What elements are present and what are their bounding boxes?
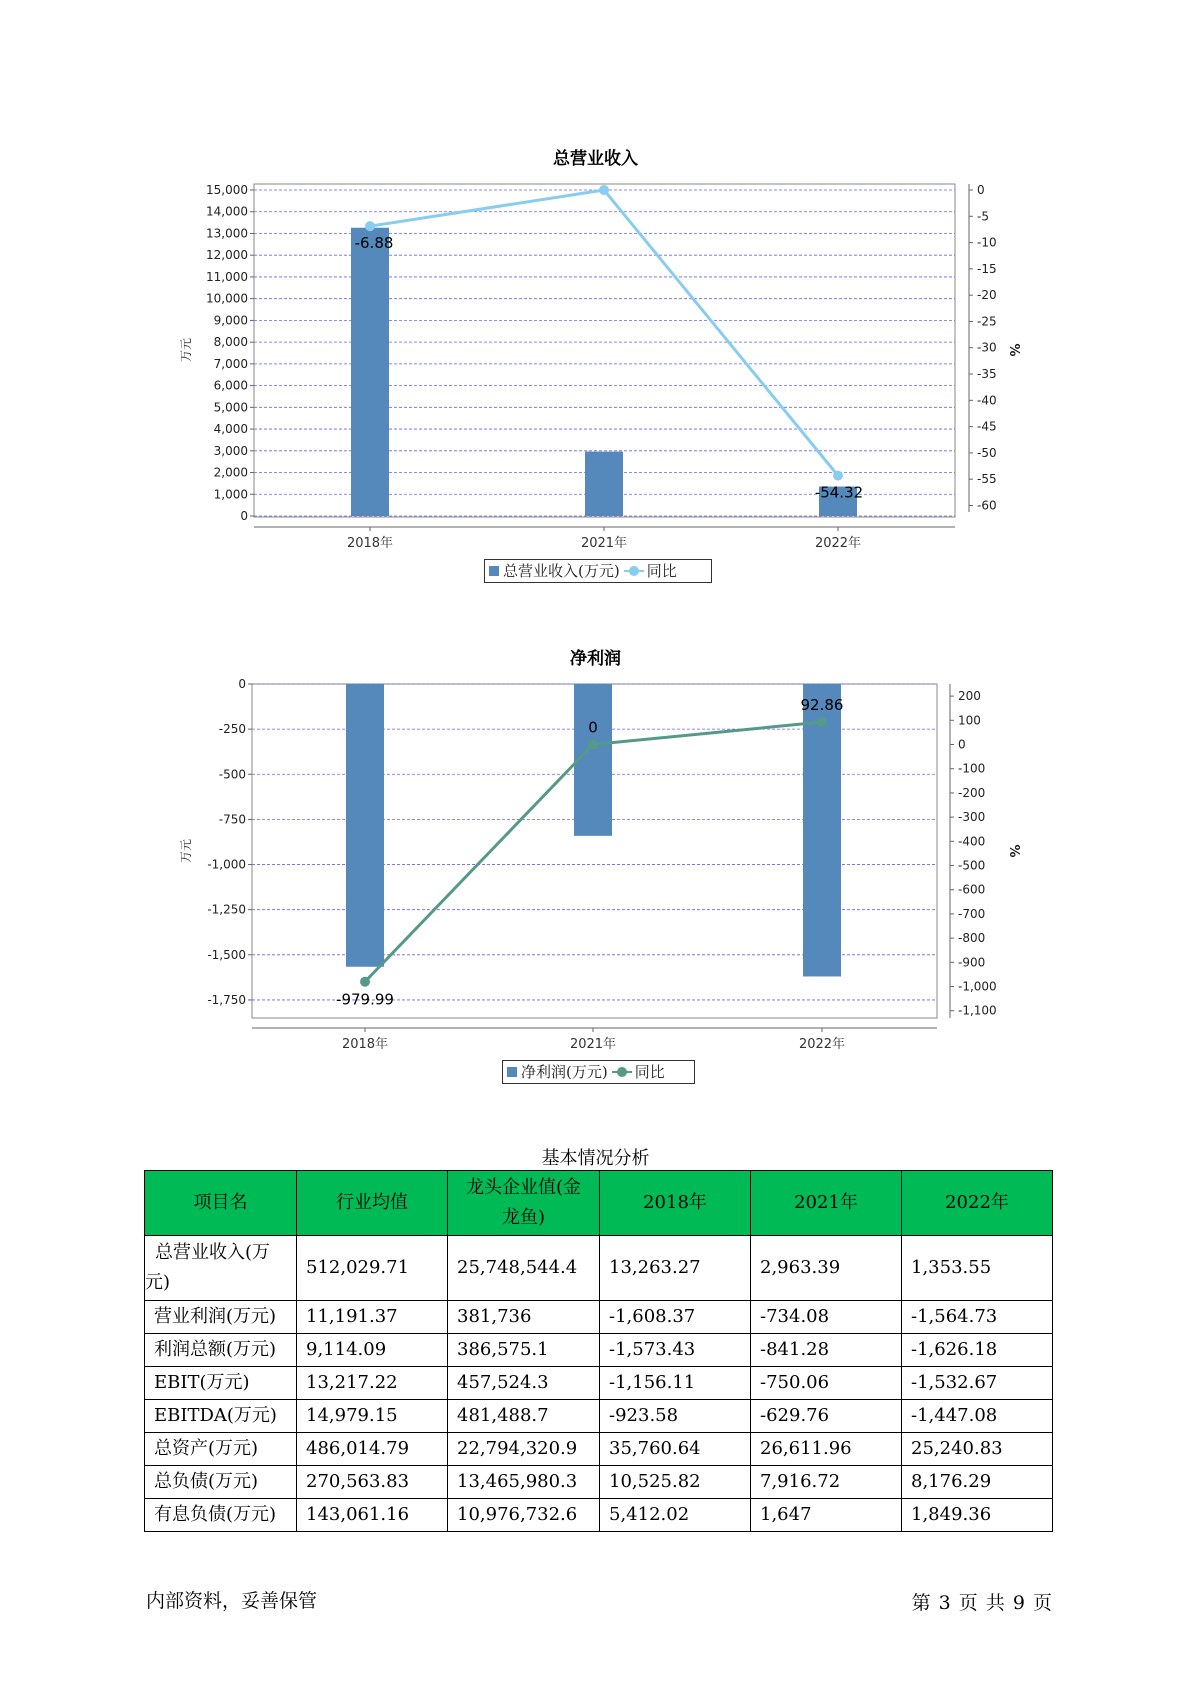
table-cell: -1,573.43 (600, 1334, 751, 1367)
table-row (145, 1236, 1053, 1301)
row-label: 总负债(万元) (145, 1466, 297, 1499)
table-cell: 381,736 (448, 1301, 600, 1334)
table-cell: -1,626.18 (902, 1334, 1053, 1367)
y2-tick-label: -300 (958, 810, 986, 825)
data-label: -6.88 (354, 234, 394, 253)
y2-tick-label: -45 (977, 419, 997, 434)
bar (803, 684, 841, 976)
table-cell: 457,524.3 (448, 1367, 600, 1400)
y-tick-label: 14,000 (206, 204, 248, 219)
y-tick-label: -1,500 (207, 947, 246, 962)
y-tick-label: -1,750 (207, 992, 246, 1007)
legend-bar-swatch (507, 1067, 517, 1077)
header-2018: 2018年 (600, 1171, 751, 1236)
data-label: 0 (588, 718, 598, 737)
bar (346, 684, 384, 967)
y-tick-label: -1,000 (207, 857, 246, 872)
row-label: EBITDA(万元) (145, 1400, 297, 1433)
table-title: 基本情况分析 (541, 1148, 650, 1169)
y2-tick-label: -25 (977, 314, 997, 329)
y-tick-label: 0 (240, 509, 248, 523)
table-cell: 143,061.16 (297, 1499, 448, 1532)
y2-tick-label: -60 (977, 498, 997, 513)
y2-tick-label: -1,000 (958, 979, 997, 994)
table-cell: 25,748,544.4 (448, 1236, 600, 1301)
header-industry-avg: 行业均值 (297, 1171, 448, 1236)
y-tick-label: 5,000 (213, 400, 248, 415)
y2-tick-label: -50 (977, 445, 997, 460)
line-point (588, 740, 598, 750)
y2-tick-label: -5 (977, 209, 989, 224)
table-cell: 13,217.22 (297, 1367, 448, 1400)
x-tick-label: 2021年 (569, 1037, 617, 1052)
table-cell: 10,976,732.6 (448, 1499, 600, 1532)
table-cell: 481,488.7 (448, 1400, 600, 1433)
table-cell: -841.28 (751, 1334, 902, 1367)
y2-tick-label: -30 (977, 340, 997, 355)
y2-tick-label: 0 (977, 183, 985, 197)
x-tick-label: 2022年 (798, 1037, 846, 1052)
table-cell: -1,447.08 (902, 1400, 1053, 1433)
y-tick-label: 8,000 (213, 335, 248, 350)
legend-line-label: 同比 (634, 1063, 665, 1081)
x-tick-label: 2018年 (346, 536, 394, 551)
table-cell: -734.08 (751, 1301, 902, 1334)
y2-tick-label: -400 (958, 834, 986, 849)
y-tick-label: 10,000 (206, 291, 248, 306)
table-cell: 14,979.15 (297, 1400, 448, 1433)
y-tick-label: -1,250 (207, 902, 246, 917)
chart2-title: 净利润 (570, 649, 621, 669)
table-row (145, 1367, 1053, 1400)
chart1-title: 总营业收入 (553, 149, 638, 169)
table-row (145, 1334, 1053, 1367)
table-cell: -1,532.67 (902, 1367, 1053, 1400)
line-point (360, 977, 370, 987)
data-label: 92.86 (800, 696, 844, 715)
table-cell: 22,794,320.9 (448, 1433, 600, 1466)
row-label: 利润总额(万元) (145, 1334, 297, 1367)
table-cell: 25,240.83 (902, 1433, 1053, 1466)
y-tick-label: 1,000 (213, 487, 248, 502)
row-label: 总资产(万元) (145, 1433, 297, 1466)
y-tick-label: 4,000 (213, 422, 248, 437)
header-2021: 2021年 (751, 1171, 902, 1236)
y2-tick-label: -200 (958, 785, 986, 800)
legend-line-swatch (612, 1067, 632, 1077)
table-cell: 8,176.29 (902, 1466, 1053, 1499)
table-cell: 270,563.83 (297, 1466, 448, 1499)
x-tick-label: 2022年 (814, 536, 862, 551)
table-cell: 7,916.72 (751, 1466, 902, 1499)
y2-axis-label: % (1006, 844, 1021, 858)
row-label: EBIT(万元) (145, 1367, 297, 1400)
y2-tick-label: -35 (977, 367, 997, 382)
basic-analysis-table (144, 1170, 1053, 1532)
table-cell: 9,114.09 (297, 1334, 448, 1367)
data-label: -979.99 (336, 990, 394, 1009)
table-header-row (145, 1171, 1053, 1236)
y-tick-label: 13,000 (206, 226, 248, 241)
legend-bar-label: 总营业收入(万元) (503, 562, 620, 580)
table-row (145, 1400, 1053, 1433)
y2-axis-label: % (1006, 343, 1021, 357)
row-label: 营业利润(万元) (145, 1301, 297, 1334)
y2-tick-label: -1,100 (958, 1003, 997, 1018)
footer-confidential: 内部资料，妥善保管 (146, 1590, 318, 1612)
header-2022: 2022年 (902, 1171, 1053, 1236)
table-cell: 386,575.1 (448, 1334, 600, 1367)
table-cell: 11,191.37 (297, 1301, 448, 1334)
header-leader-value: 龙头企业值(金龙鱼) (448, 1171, 600, 1236)
table-cell: -629.76 (751, 1400, 902, 1433)
y-tick-label: -500 (218, 767, 246, 782)
y-tick-label: -750 (218, 812, 246, 827)
data-label: -54.32 (814, 483, 864, 502)
table-row (145, 1433, 1053, 1466)
y-tick-label: 0 (238, 677, 246, 691)
y-tick-label: 9,000 (213, 313, 248, 328)
page-number: 第 3 页 共 9 页 (911, 1592, 1052, 1614)
table-cell: -750.06 (751, 1367, 902, 1400)
y-tick-label: 2,000 (213, 465, 248, 480)
table-row (145, 1301, 1053, 1334)
y2-tick-label: -20 (977, 288, 997, 303)
y-tick-label: -250 (218, 722, 246, 737)
y-tick-label: 12,000 (206, 248, 248, 263)
y2-tick-label: 100 (958, 713, 981, 728)
y2-tick-label: -800 (958, 931, 986, 946)
line-point (817, 717, 827, 727)
table-cell: -1,564.73 (902, 1301, 1053, 1334)
table-cell: 13,465,980.3 (448, 1466, 600, 1499)
y2-tick-label: 0 (958, 737, 966, 752)
table-row (145, 1466, 1053, 1499)
row-label: 总营业收入(万元) (145, 1236, 297, 1301)
table-cell: 5,412.02 (600, 1499, 751, 1532)
y-tick-label: 3,000 (213, 443, 248, 458)
y2-tick-label: -55 (977, 472, 997, 487)
legend-bar-label: 净利润(万元) (521, 1063, 608, 1081)
y2-tick-label: -10 (977, 235, 997, 250)
y2-tick-label: -700 (958, 906, 986, 921)
y-tick-label: 11,000 (206, 269, 248, 284)
y-tick-label: 15,000 (206, 183, 248, 197)
y2-tick-label: -40 (977, 393, 997, 408)
x-tick-label: 2021年 (580, 536, 628, 551)
y2-tick-label: -500 (958, 858, 986, 873)
legend-line-label: 同比 (646, 562, 677, 580)
x-tick-label: 2018年 (341, 1037, 389, 1052)
y2-tick-label: -100 (958, 761, 986, 776)
table-cell: 486,014.79 (297, 1433, 448, 1466)
y-axis-label: 万元 (179, 838, 193, 864)
table-cell: 13,263.27 (600, 1236, 751, 1301)
table-row (145, 1499, 1053, 1532)
table-cell: 26,611.96 (751, 1433, 902, 1466)
row-label: 有息负债(万元) (145, 1499, 297, 1532)
y2-tick-label: -600 (958, 882, 986, 897)
table-cell: 1,647 (751, 1499, 902, 1532)
table-cell: 2,963.39 (751, 1236, 902, 1301)
table-cell: 10,525.82 (600, 1466, 751, 1499)
y-tick-label: 6,000 (213, 378, 248, 393)
chart2-legend (502, 1060, 695, 1084)
table-cell: -1,156.11 (600, 1367, 751, 1400)
y-tick-label: 7,000 (213, 356, 248, 371)
table-cell: 1,353.55 (902, 1236, 1053, 1301)
header-item-name: 项目名 (145, 1171, 297, 1236)
y2-tick-label: -15 (977, 261, 997, 276)
table-cell: -1,608.37 (600, 1301, 751, 1334)
y2-tick-label: 200 (958, 689, 981, 704)
table-cell: 1,849.36 (902, 1499, 1053, 1532)
table-cell: -923.58 (600, 1400, 751, 1433)
table-cell: 35,760.64 (600, 1433, 751, 1466)
table-cell: 512,029.71 (297, 1236, 448, 1301)
y2-tick-label: -900 (958, 955, 986, 970)
y-axis-label: 万元 (179, 337, 193, 363)
